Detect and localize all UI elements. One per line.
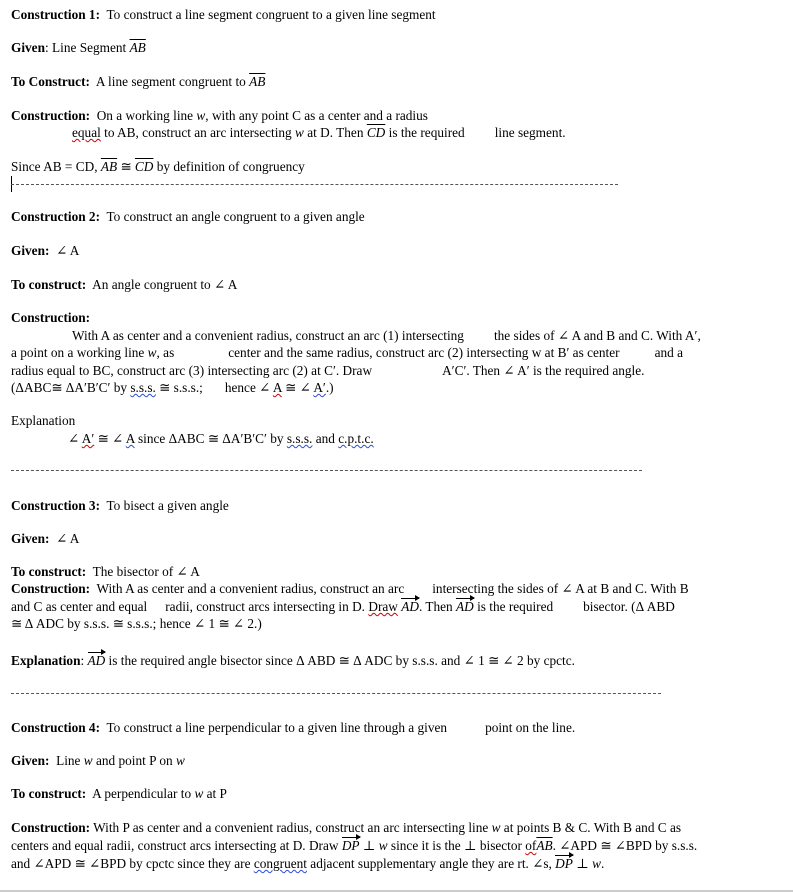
construction-3-given <box>11 531 79 547</box>
label: To construct: <box>11 786 87 801</box>
construction-4-construction <box>11 820 681 836</box>
segment: $\overline{AB}$ <box>100 159 118 174</box>
construction-3-line2 <box>11 599 675 615</box>
label: To construct: <box>11 564 87 579</box>
text: The bisector of ∠ A <box>92 564 200 579</box>
text: ⊥ <box>572 856 593 871</box>
divider <box>11 693 661 694</box>
construction-2-title <box>11 209 365 225</box>
text: at points B & C. With B and C as <box>500 820 682 835</box>
text: is the required <box>385 125 465 140</box>
label: Construction 3: <box>11 498 101 513</box>
construction-3-explanation <box>11 653 575 669</box>
text: center and the same radius, construct arc (2) intersecting w at B′ as center <box>228 345 620 360</box>
text: and C as center and equal <box>11 599 148 614</box>
var: w <box>194 786 204 801</box>
text: To construct a line segment congruent to a given line segment <box>106 7 436 22</box>
construction-2-construction-label: Construction: <box>11 310 91 325</box>
var: w <box>378 838 388 853</box>
ray: AD <box>456 599 474 614</box>
label: Construction: <box>11 820 91 835</box>
construction-3-to-construct <box>11 564 200 580</box>
label: Given: <box>11 753 50 768</box>
spell-error: of <box>525 838 537 853</box>
text: by definition of congruency <box>153 159 305 174</box>
text: is the required angle bisector since Δ ABD ≅ Δ ADC by s.s.s. and ∠ 1 ≅ ∠ 2 by cpctc. <box>105 653 575 668</box>
text: the sides of ∠ A and B and C. With A′, <box>493 328 701 343</box>
var: w <box>295 125 304 140</box>
text: .) <box>325 380 334 395</box>
construction-2-explanation <box>68 431 374 447</box>
divider <box>11 470 642 471</box>
construction-1-since <box>11 159 305 175</box>
text: at D. Then <box>303 125 367 140</box>
construction-3-title <box>11 498 229 514</box>
label: To construct: <box>11 277 87 292</box>
text: a point on a working line <box>11 345 148 360</box>
text: centers and equal radii, construct arcs intersecting at D. Draw <box>11 838 342 853</box>
construction-2-line2 <box>11 345 683 361</box>
text: , with any point C as a center and a radius <box>205 108 428 123</box>
line: DP <box>341 838 360 853</box>
divider <box>11 184 618 185</box>
text: hence ∠ <box>224 380 273 395</box>
grammar-mark: s.s.s. <box>130 380 156 395</box>
text: A′C′. Then ∠ A′ is the required angle. <box>442 363 645 378</box>
text: point on the line. <box>485 720 576 735</box>
label: Construction 1: <box>11 7 101 22</box>
grammar-mark: A <box>125 431 135 446</box>
segment: $\overline{AB}$ <box>536 838 553 853</box>
construction-1-to-construct <box>11 74 265 90</box>
text: and ∠APD ≅ ∠BPD by cpctc since they are <box>11 856 254 871</box>
construction-4-title <box>11 720 575 736</box>
spell-error: A <box>272 380 282 395</box>
text: A line segment congruent to <box>95 74 250 89</box>
segment: $\overline{AB}$ <box>129 40 146 55</box>
text: and point P on <box>92 753 177 768</box>
text: radius equal to BC, construct arc (3) intersecting arc (2) at C′. Draw <box>11 363 373 378</box>
text: : Line Segment <box>44 40 130 55</box>
spell-error: A′ <box>81 431 95 446</box>
var: w <box>176 753 185 768</box>
construction-2-explanation-label: Explanation <box>11 413 76 428</box>
label: Construction: <box>11 108 91 123</box>
text: at P <box>203 786 227 801</box>
var: w <box>196 108 206 123</box>
label: Given <box>11 40 45 55</box>
text: To construct an angle congruent to a given angle <box>106 209 365 224</box>
text: ∠ <box>68 431 82 446</box>
text: Line <box>56 753 84 768</box>
text: With P as center and a convenient radius, construct an arc intersecting line <box>90 820 492 835</box>
text: and a <box>654 345 683 360</box>
construction-3-construction <box>11 581 689 597</box>
text: . ∠APD ≅ ∠BPD by s.s.s. <box>552 838 698 853</box>
var: w <box>83 753 93 768</box>
grammar-mark: congruent <box>253 856 307 871</box>
text: line segment. <box>494 125 566 140</box>
construction-2-given <box>11 243 79 259</box>
ray: AD <box>401 599 419 614</box>
text: radii, construct arcs intersecting in D. <box>165 599 369 614</box>
grammar-mark: A′ <box>313 380 326 395</box>
label: Construction 2: <box>11 209 101 224</box>
text: bisector. (Δ ABD <box>583 599 675 614</box>
text: . Then <box>418 599 457 614</box>
var: w <box>592 856 601 871</box>
var: w <box>491 820 501 835</box>
segment: $\overline{CD}$ <box>366 125 386 140</box>
label: Construction: <box>11 581 91 596</box>
grammar-mark: s.s.s. <box>286 431 313 446</box>
label: Construction 4: <box>11 720 101 735</box>
text: and <box>312 431 339 446</box>
construction-4-line2 <box>11 838 697 854</box>
text: intersecting the sides of ∠ A at B and C. With B <box>432 581 689 596</box>
text: On a working line <box>96 108 197 123</box>
text: adjacent supplementary angle they are rt. ∠s, <box>306 856 556 871</box>
label: Given: <box>11 531 50 546</box>
text: is the required <box>473 599 554 614</box>
text: ∠ A <box>56 531 80 546</box>
construction-2-line1 <box>72 328 701 344</box>
construction-1-construction <box>11 108 428 124</box>
construction-4-to-construct <box>11 786 227 802</box>
construction-2-to-construct <box>11 277 237 293</box>
text: Since AB = CD, <box>11 159 101 174</box>
text: ⊥ <box>359 838 379 853</box>
var: w <box>147 345 157 360</box>
text: ≅ ∠ <box>94 431 126 446</box>
text: ≅ ∠ <box>281 380 314 395</box>
text: To construct a line perpendicular to a given line through a given <box>106 720 448 735</box>
construction-4-line3: and ∠APD ≅ ∠BPD by cpctc since they are congruent adjacent supplementary angle they are rt. ∠s, DP ⊥ w. <box>11 856 605 871</box>
construction-1-construction-line2 <box>72 125 566 141</box>
ray: AD <box>87 653 106 668</box>
grammar-mark: c.p.t.c. <box>338 431 374 446</box>
construction-1-given <box>11 40 146 56</box>
line: DP <box>555 856 573 871</box>
text: , as <box>156 345 175 360</box>
text: (ΔABC≅ ΔA′B′C′ by <box>11 380 131 395</box>
text: An angle congruent to ∠ A <box>92 277 238 292</box>
spell-error: equal <box>72 125 101 140</box>
spell-error: Draw <box>368 599 398 614</box>
text: To bisect a given angle <box>106 498 229 513</box>
construction-1-title <box>11 7 436 23</box>
text: With A as center and a convenient radius, construct an arc <box>96 581 405 596</box>
text: since it is the ⊥ bisector <box>387 838 526 853</box>
text: since ΔABC ≅ ΔA′B′C′ by <box>134 431 287 446</box>
label: Explanation <box>11 653 81 668</box>
construction-2-line4 <box>11 380 334 396</box>
segment: $\overline{CD}$ <box>134 159 154 174</box>
construction-2-line3 <box>11 363 644 379</box>
text: ≅ s.s.s.; <box>155 380 203 395</box>
segment: $\overline{AB}$ <box>249 74 266 89</box>
label: To Construct: <box>11 74 90 89</box>
text: A perpendicular to <box>92 786 195 801</box>
text: to AB, construct an arc intersecting <box>100 125 296 140</box>
construction-4-given <box>11 753 185 769</box>
label: Given: <box>11 243 50 258</box>
construction-3-line3: ≅ Δ ADC by s.s.s. ≅ s.s.s.; hence ∠ 1 ≅ ∠ 2.) <box>11 616 262 631</box>
text: ∠ A <box>56 243 80 258</box>
text: : <box>80 653 88 668</box>
text: ≅ <box>117 159 135 174</box>
text: With A as center and a convenient radius, construct an arc (1) intersecting <box>72 328 464 343</box>
